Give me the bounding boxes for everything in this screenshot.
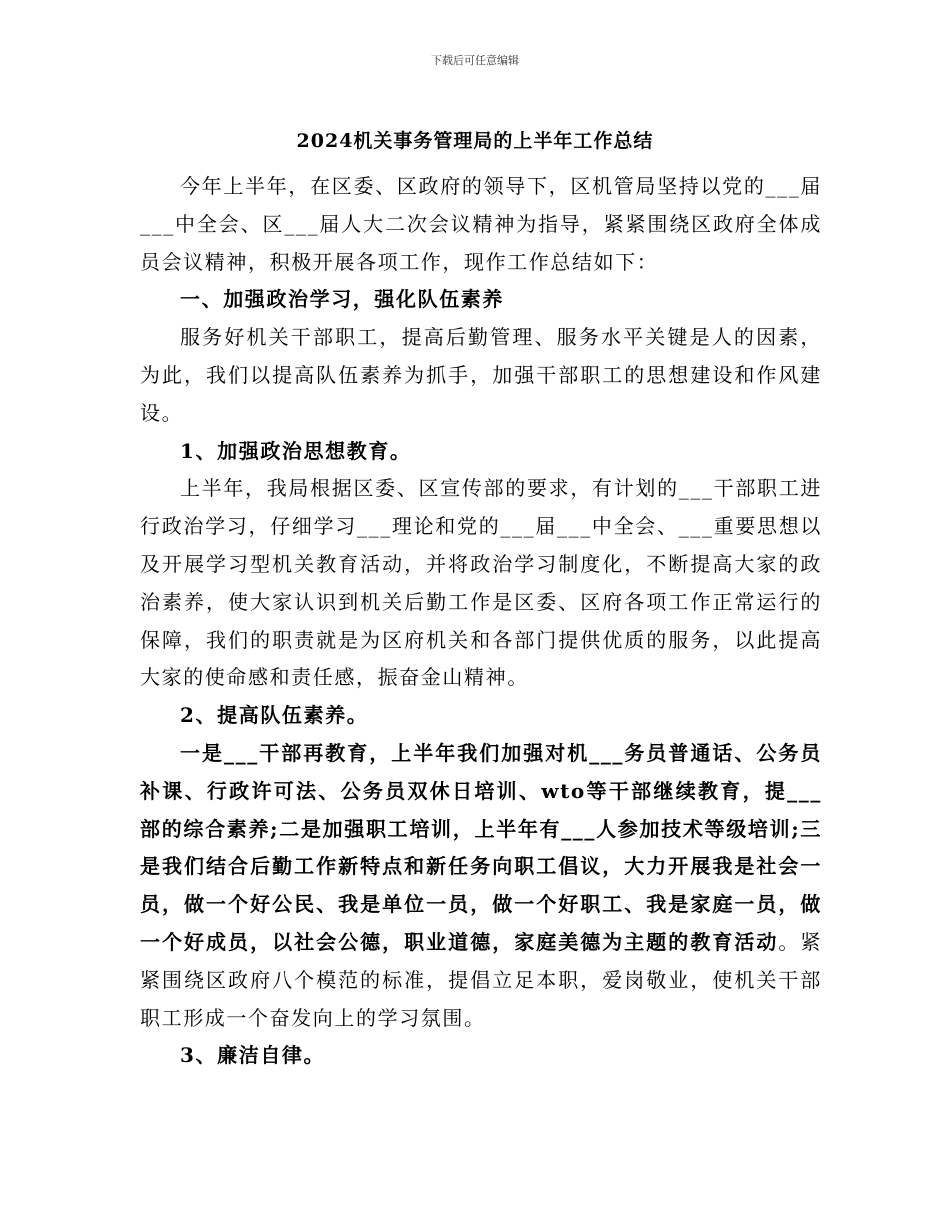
paragraph-intro: 今年上半年，在区委、区政府的领导下，区机管局坚持以党的___届___中全会、区___届人大二次会议精神为指导，紧紧围绕区政府全体成员会议精神，积极开展各项工作，现作工作总结如下：	[140, 174, 822, 274]
subsection-heading-3: 3、廉洁自律。	[180, 1043, 326, 1068]
section-heading-1: 一、加强政治学习，强化队伍素养	[180, 287, 504, 312]
paragraph-subsection-1: 上半年，我局根据区委、区宣传部的要求，有计划的___干部职工进行政治学习，仔细学习___理论和党的___届___中全会、___重要思想以及开展学习型机关教育活动，并将政治学习制度化，不断提高大家的政治素养，使大家认识到机关后勤工作是区委、区府各项工作正常运行的保障，我们的职责就是为区府机关和各部门提供优质的服务，以此提高大家的使命感和责任感，振奋金山精神。	[140, 476, 822, 690]
document-title: 2024机关事务管理局的上半年工作总结	[296, 130, 654, 152]
page-header-note: 下载后可任意编辑	[431, 54, 519, 67]
subsection-heading-2: 2、提高队伍素养。	[180, 703, 369, 728]
subsection-heading-1: 1、加强政治思想教育。	[180, 438, 412, 463]
document-body	[140, 168, 822, 1075]
paragraph-subsection-2-rest: 。紧紧围绕区政府八个模范的标准，提倡立足本职，爱岗敬业，使机关干部职工形成一个奋发向上的学习氛围。	[140, 929, 823, 1030]
paragraph-section-1: 服务好机关干部职工，提高后勤管理、服务水平关键是人的因素，为此，我们以提高队伍素养为抓手，加强干部职工的思想建设和作风建设。	[140, 325, 822, 425]
paragraph-subsection-2-bold: 一是___干部再教育，上半年我们加强对机___务员普通话、公务员补课、行政许可法、公务员双休日培训、wto等干部继续教育，提___部的综合素养;二是加强职工培训，上半年有___人参加技术等级培训;三是我们结合后勤工作新特点和新任务向职工倡议，大力开展我是社会一员，做一个好公民、我是单位一员，做一个好职工、我是家庭一员，做一个好成员，以社会公德，职业道德，家庭美德为主题的教育活动	[140, 740, 822, 954]
paragraph-subsection-2	[140, 735, 822, 1037]
